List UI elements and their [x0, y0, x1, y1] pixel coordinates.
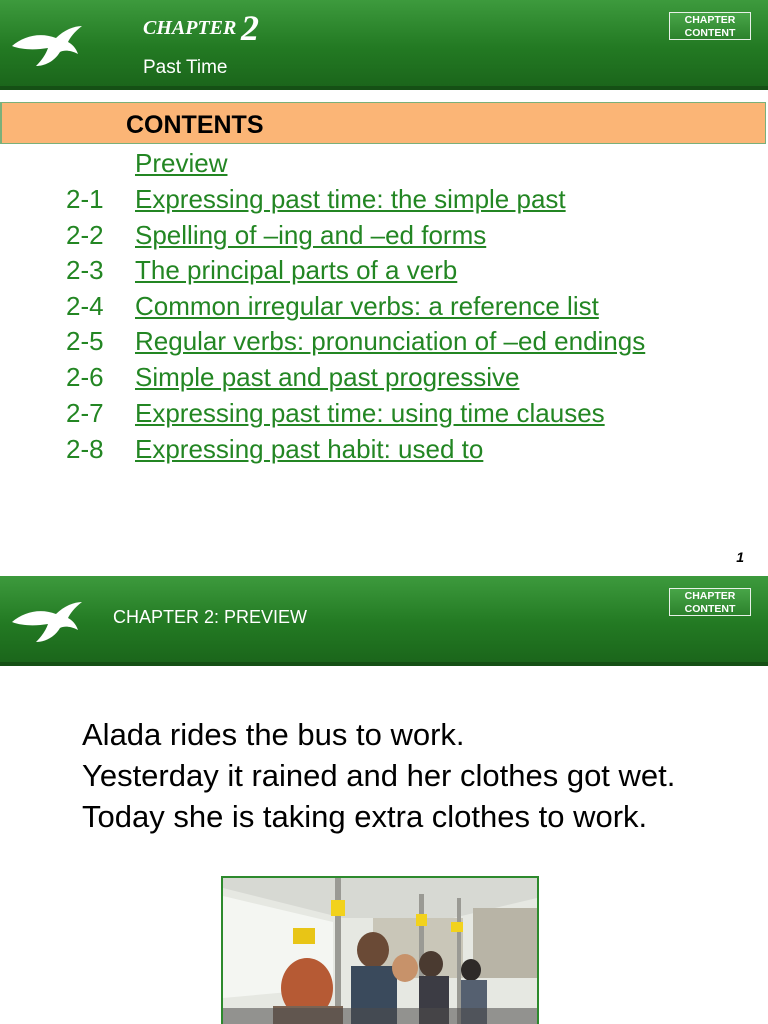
chapter-content-button-line1: CHAPTER	[684, 14, 736, 26]
bus-interior-photo	[221, 876, 539, 1024]
toc-row	[0, 291, 768, 325]
toc-row	[0, 398, 768, 432]
toc-link-2-1[interactable]: Expressing past time: the simple past	[135, 184, 566, 214]
toc-row	[0, 434, 768, 468]
contents-header-bar	[0, 102, 766, 144]
preview-line: Yesterday it rained and her clothes got wet.	[82, 758, 676, 793]
toc-link-2-7[interactable]: Expressing past time: using time clauses	[135, 398, 605, 428]
toc-row	[0, 326, 768, 360]
chapter-subtitle: Past Time	[143, 57, 228, 78]
toc-number: 2-3	[66, 255, 104, 285]
toc-link-2-8[interactable]: Expressing past habit: used to	[135, 434, 484, 464]
toc-row	[0, 362, 768, 396]
toc-link-2-5[interactable]: Regular verbs: pronunciation of –ed endings	[135, 326, 646, 356]
toc-number: 2-5	[66, 326, 104, 356]
toc-number: 2-6	[66, 362, 104, 392]
page-number: 1	[736, 549, 744, 565]
toc-number: 2-7	[66, 398, 104, 428]
bird-logo-icon	[10, 20, 84, 68]
preview-line: Today she is taking extra clothes to work.	[82, 799, 648, 834]
chapter-content-button[interactable]	[669, 12, 751, 40]
preview-title: CHAPTER 2: PREVIEW	[113, 607, 308, 627]
toc-link-2-3[interactable]: The principal parts of a verb	[135, 255, 458, 285]
chapter-content-button-line1: CHAPTER	[684, 590, 736, 602]
chapter-number: 2	[241, 8, 259, 48]
toc-number: 2-1	[66, 184, 104, 214]
toc-row	[0, 184, 768, 218]
toc-number: 2-4	[66, 291, 104, 321]
preview-line: Alada rides the bus to work.	[82, 717, 465, 752]
preview-banner	[0, 576, 768, 666]
toc-row	[0, 148, 768, 182]
contents-label: CONTENTS	[126, 111, 264, 139]
chapter-banner	[0, 0, 768, 90]
toc-number: 2-8	[66, 434, 104, 464]
toc-link-preview[interactable]: Preview	[135, 148, 228, 178]
chapter-content-button[interactable]	[669, 588, 751, 616]
toc-number: 2-2	[66, 220, 104, 250]
toc-link-2-6[interactable]: Simple past and past progressive	[135, 362, 520, 392]
toc-link-2-4[interactable]: Common irregular verbs: a reference list	[135, 291, 599, 321]
toc-link-2-2[interactable]: Spelling of –ing and –ed forms	[135, 220, 487, 250]
bird-logo-icon	[10, 596, 84, 644]
bus-photo-illustration	[223, 878, 537, 1024]
slide-2	[0, 576, 768, 1024]
chapter-content-button-line2: CONTENT	[684, 602, 736, 615]
chapter-word: CHAPTER	[143, 17, 237, 39]
preview-text	[82, 714, 675, 837]
chapter-content-button-line2: CONTENT	[684, 26, 736, 39]
toc-row	[0, 220, 768, 254]
toc-row	[0, 255, 768, 289]
